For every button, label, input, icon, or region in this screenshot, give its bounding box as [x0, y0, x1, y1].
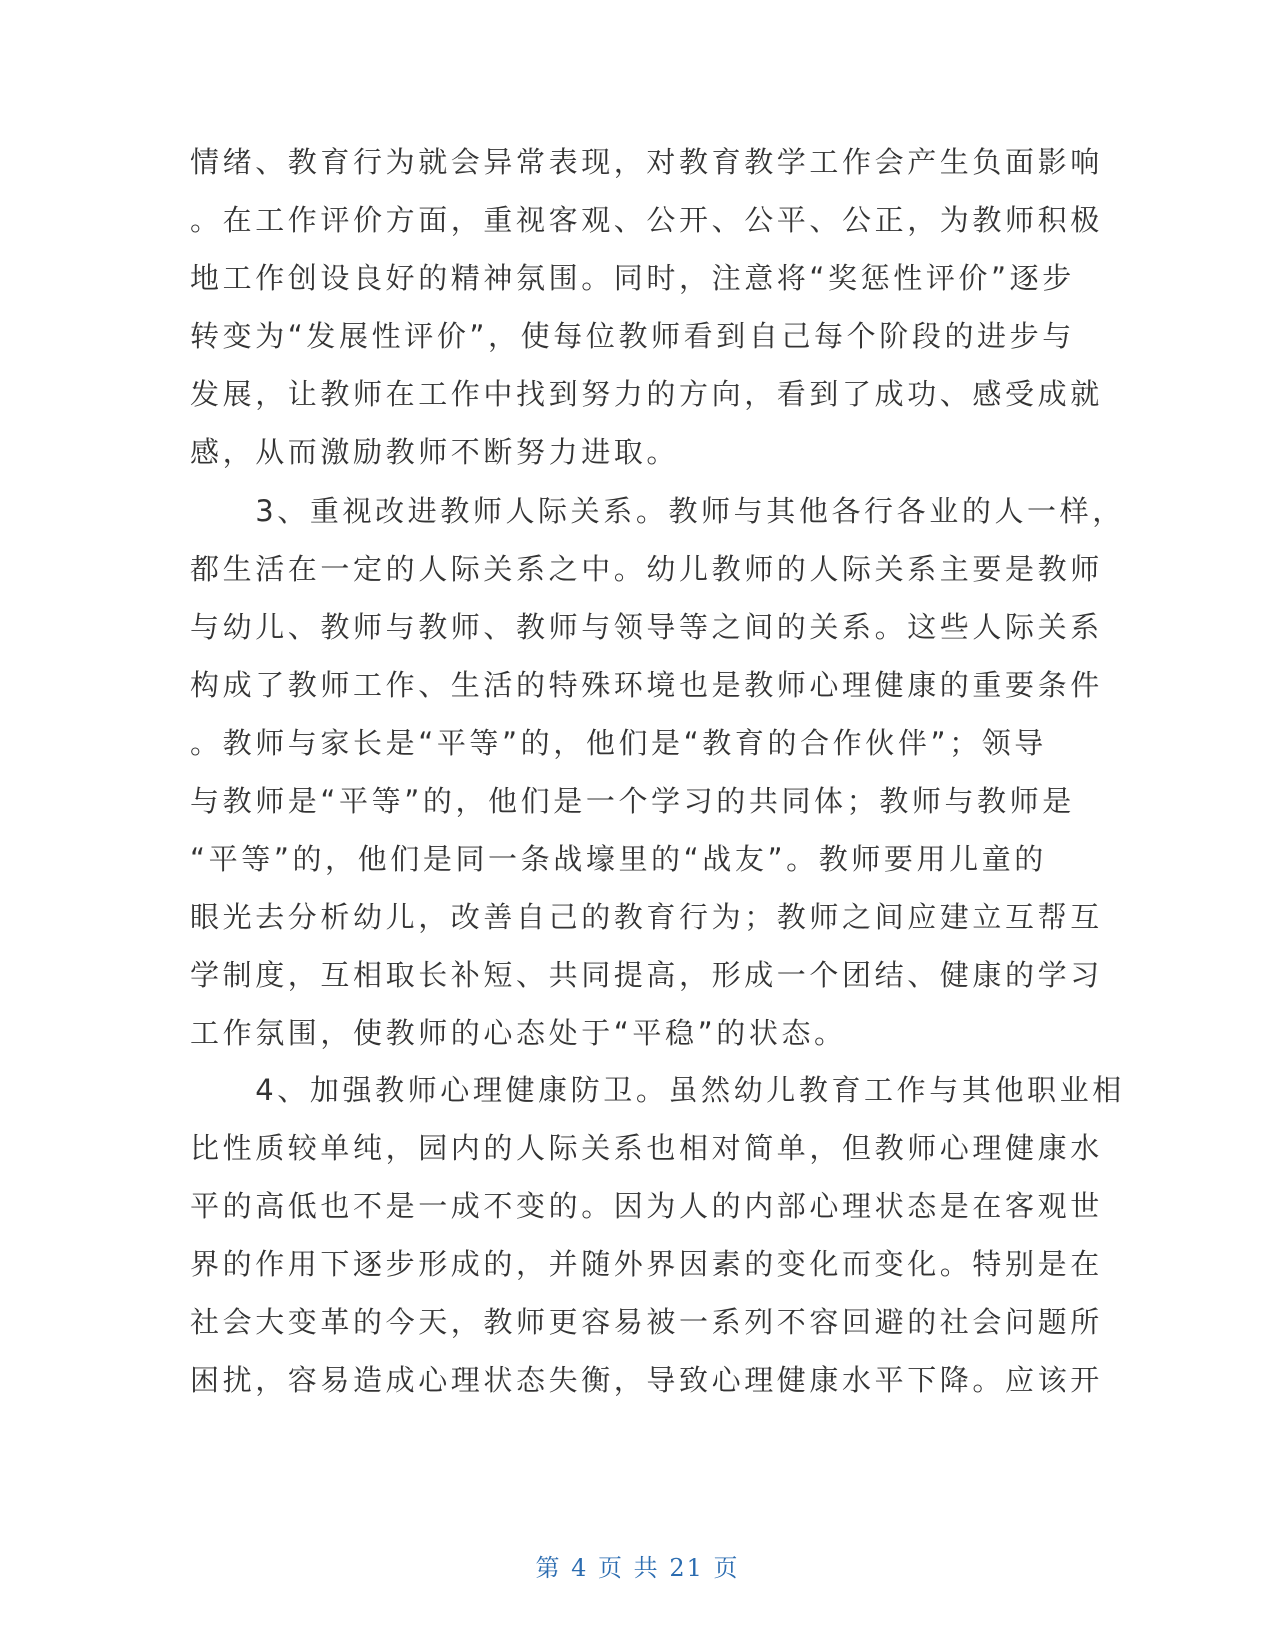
text-line-13: “平等”的，他们是同一条战壕里的“战友”。教师要用儿童的: [190, 842, 1047, 876]
page-label-mid: 页 共: [598, 1554, 660, 1582]
text-line-2: 。在工作评价方面，重视客观、公开、公平、公正，为教师积极: [190, 203, 1103, 237]
text-line-9: 与幼儿、教师与教师、教师与领导等之间的关系。这些人际关系: [190, 610, 1103, 644]
text-line-4: 转变为“发展性评价”，使每位教师看到自己每个阶段的进步与: [190, 319, 1075, 353]
page-footer: [0, 1548, 1275, 1583]
text-line-16: 工作氛围，使教师的心态处于“平稳”的状态。: [190, 1016, 847, 1050]
page-label-suffix: 页: [713, 1554, 740, 1582]
text-line-21: 社会大变革的今天，教师更容易被一系列不容回避的社会问题所: [190, 1305, 1103, 1339]
text-line-18: 比性质较单纯，园内的人际关系也相对简单，但教师心理健康水: [190, 1131, 1103, 1165]
text-line-11: 。教师与家长是“平等”的，他们是“教育的合作伙伴”；领导: [190, 726, 1047, 760]
text-line-8: 都生活在一定的人际关系之中。幼儿教师的人际关系主要是教师: [190, 552, 1103, 586]
text-line-15: 学制度，互相取长补短、共同提高，形成一个团结、健康的学习: [190, 958, 1103, 992]
text-line-20: 界的作用下逐步形成的，并随外界因素的变化而变化。特别是在: [190, 1247, 1103, 1281]
text-line-1: 情绪、教育行为就会异常表现，对教育教学工作会产生负面影响: [190, 145, 1103, 179]
text-line-6: 感，从而激励教师不断努力进取。: [190, 435, 680, 469]
current-page-number: 4: [571, 1554, 589, 1582]
text-line-3: 地工作创设良好的精神氛围。同时，注意将“奖惩性评价”逐步: [190, 261, 1075, 295]
page-label-prefix: 第: [535, 1554, 562, 1582]
total-pages-number: 21: [669, 1554, 704, 1582]
text-line-19: 平的高低也不是一成不变的。因为人的内部心理状态是在客观世: [190, 1189, 1103, 1223]
text-line-10: 构成了教师工作、生活的特殊环境也是教师心理健康的重要条件: [190, 668, 1103, 702]
text-line-12: 与教师是“平等”的，他们是一个学习的共同体；教师与教师是: [190, 784, 1075, 818]
text-line-17: 4、加强教师心理健康防卫。虽然幼儿教育工作与其他职业相: [190, 1073, 1125, 1107]
text-line-14: 眼光去分析幼儿，改善自己的教育行为；教师之间应建立互帮互: [190, 900, 1103, 934]
text-line-5: 发展，让教师在工作中找到努力的方向，看到了成功、感受成就: [190, 377, 1103, 411]
text-line-7: 3、重视改进教师人际关系。教师与其他各行各业的人一样，: [190, 494, 1125, 528]
text-line-22: 困扰，容易造成心理状态失衡，导致心理健康水平下降。应该开: [190, 1363, 1103, 1397]
